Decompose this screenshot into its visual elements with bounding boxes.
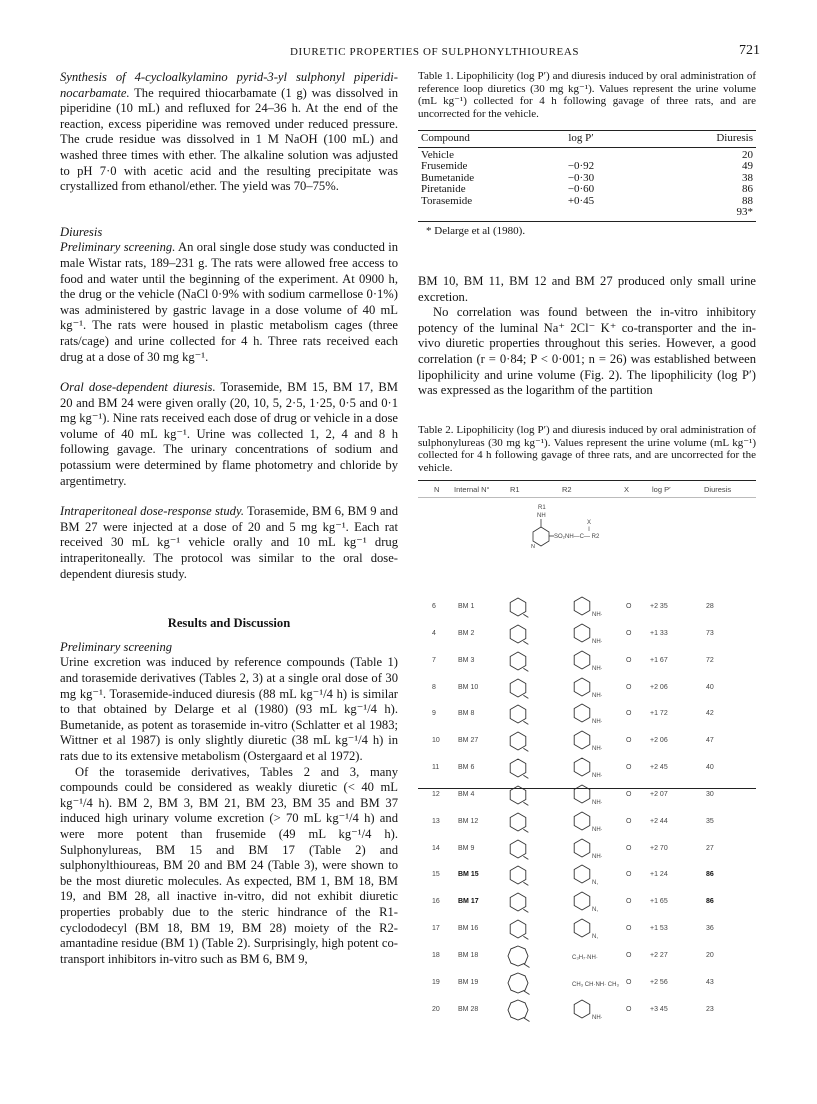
oral-paragraph: [60, 380, 398, 489]
table2-cell-logp: +2 35: [650, 603, 668, 610]
r1-cycloalkyl-ring-icon: [508, 1000, 528, 1020]
table2-cell-diuresis: 40: [706, 764, 714, 772]
table2-cell-internal: BM 27: [458, 737, 479, 745]
results-paragraph-1: Urine excretion was induced by reference compounds (Table 1) and torasemide derivatives (Tables 2, 3) at a single oral dose of 30 mg kg⁻¹. Torasemide-induced diuresis (88 mL kg⁻¹/4 h) is similar to that obtained by Delarge et al (1980) (93 mL kg⁻¹/4 h). Bumetanide, as potent as torasemide in-vitro (Schlatter et al 1983; Wittner et al 1987) is only slightly diuretic (38 mL kg⁻¹/4 h) in rats due to its extensive metabolism (Ostergaard et al 1972).: [60, 655, 398, 763]
table1-cell-compound: Piretanide: [421, 183, 466, 195]
table2-cell-n: 6: [432, 603, 436, 610]
page-number: 721: [739, 43, 760, 58]
r2-ring-icon: [574, 758, 590, 776]
oral-text: Torasemide, BM 15, BM 17, BM 20 and BM 24 were given orally (20, 10, 5, 2·5, 1·25, 0·5 and 0·1 mg kg⁻¹). Nine rats received each dose of drug or vehicle in a dose volume of 40 mL kg⁻¹. Urine was collected 1, 2, 4 and 8 h following gavage. The urinary concentrations of sodium and potassium were determined by flame photometry and chloride by argentimetry.: [60, 380, 399, 488]
table2-cell-n: 8: [432, 683, 436, 691]
prelim-paragraph: [60, 240, 398, 365]
ip-text: Torasemide, BM 6, BM 9 and BM 27 were injected at a dose of 20 and 5 mg kg⁻¹. Each rat received 30 mL kg⁻¹ vehicle orally and 10 mL kg⁻¹ drug intraperitoneally. The protocol was similar to the oral dose-dependent diuresis study.: [60, 504, 398, 581]
table1-header-row: [418, 131, 756, 148]
table2-cell-logp: +3 45: [650, 1005, 668, 1013]
table1-row: [418, 196, 756, 208]
r1-cycloalkyl-ring-icon: [510, 893, 526, 911]
table2-cell-diuresis: 27: [706, 844, 714, 852]
table2-cell-diuresis: 36: [706, 925, 714, 933]
table2-header-logp: log P′: [652, 485, 671, 494]
r2-label: N,: [592, 907, 598, 914]
table2-cell-x: O: [626, 656, 632, 664]
ip-heading: Intraperitoneal dose-response study.: [60, 504, 245, 519]
left-column: [60, 70, 398, 967]
table2-cell-internal: BM 10: [458, 683, 479, 691]
synthesis-paragraph: [60, 70, 398, 195]
r2-ring-icon: [574, 812, 590, 830]
r1-cycloalkyl-ring-icon: [510, 813, 526, 831]
table2-header-row: [418, 480, 756, 498]
table2-cell-x: O: [626, 925, 632, 933]
r2-label: NH·: [592, 665, 603, 672]
core-n-label: N: [531, 544, 535, 550]
table2-cell-internal: BM 2: [458, 629, 475, 637]
table2-cell-n: 12: [432, 790, 440, 798]
r1-cycloalkyl-ring-icon: [510, 866, 526, 884]
table2-structure-cell: [502, 941, 652, 971]
r2-ring-icon: [574, 704, 590, 722]
table2-cell-n: 17: [432, 925, 440, 933]
table2-structure-cell: [502, 780, 652, 810]
core-sulfonyl-label: SO₂NH—C— R2: [554, 534, 600, 540]
table2-cell-n: 14: [432, 844, 440, 852]
table2-cell-n: 16: [432, 898, 440, 906]
table2-cell-internal: BM 28: [458, 1005, 479, 1013]
table2-cell-n: 19: [432, 978, 440, 986]
table2-cell-x: O: [626, 1005, 632, 1013]
diuresis-heading: Diuresis: [60, 224, 103, 239]
table2-structure-cell: [502, 860, 652, 890]
r1-cycloalkyl-ring-icon: [510, 652, 526, 670]
table2-structure-cell: [502, 699, 652, 729]
table2-cell-internal: BM 4: [458, 790, 475, 798]
table2-structure-cell: [502, 968, 652, 998]
table2-cell-logp: +1 65: [650, 898, 668, 906]
results-heading: Results and Discussion: [167, 616, 291, 631]
table2-cell-x: O: [626, 764, 632, 772]
table2-cell-logp: +2 07: [650, 790, 668, 798]
table2-cell-diuresis: 86: [706, 898, 714, 906]
table1-cell-compound: Torasemide: [421, 194, 473, 207]
oral-heading: Oral dose-dependent diuresis.: [60, 380, 216, 395]
table2-header-r1: R1: [510, 485, 520, 494]
table2-cell-internal: BM 17: [458, 898, 479, 906]
r2-label: NH·: [592, 1014, 603, 1021]
table1-cell-diuresis: 38: [742, 171, 753, 184]
r2-ring-icon: [574, 678, 590, 696]
table1-cell-logp: −0·30: [567, 171, 595, 184]
r2-ring-icon: [574, 597, 590, 615]
table1-cell-compound: Frusemide: [421, 160, 468, 172]
table1-cell-diuresis: 49: [742, 160, 753, 172]
table2-structure-cell: [502, 726, 652, 756]
r1-cycloalkyl-ring-icon: [508, 973, 528, 993]
table2-cell-x: O: [626, 951, 632, 959]
table2-structure-cell: [502, 673, 652, 703]
prelim-heading: Preliminary screening.: [60, 240, 176, 255]
table2-cell-diuresis: 20: [706, 951, 714, 959]
results-paragraph-2: Of the torasemide derivatives, Tables 2 and 3, many compounds could be considered as weakly diuretic (< 40 mL kg⁻¹/4 h). BM 2, BM 3, BM 21, BM 23, BM 35 and BM 37 induced high urinary volume excretion (> 70 mL kg⁻¹/4 h) and were more potent than frusemide (49 mL kg⁻¹/4 h). Sulphonylureas, BM 15 and BM 17 (Table 2) and sulphonylthioureas, BM 20 and BM 24 (Table 3), were shown to be the most diuretic molecules. As expected, BM 1, BM 18, BM 19, and BM 28, all inactive in-vitro, did not exhibit diuretic properties probably due to the steric hindrance of the R1-cyclododecyl (BM 18, BM 19, BM 28) moiety of the R2-amantadine residue (BM 1) (Table 2). Surprisingly, high potent co-transport inhibitors in-vitro such as BM 6, BM 9,: [60, 764, 398, 966]
table1-cell-logp: −0·60: [567, 183, 595, 195]
table1-header-diuresis: Diuresis: [716, 132, 753, 144]
r2-label: NH·: [592, 692, 603, 699]
running-title: DIURETIC PROPERTIES OF SULPHONYLTHIOUREAS: [290, 46, 580, 58]
r2-ring-icon: [574, 731, 590, 749]
table2-cell-n: 9: [432, 710, 436, 718]
table2-cell-logp: +2 44: [650, 817, 668, 825]
r2-ring-icon: [574, 865, 590, 883]
r2-label: C₃H₇·NH·: [572, 954, 598, 961]
r1-cycloalkyl-ring-icon: [510, 598, 526, 616]
table2-cell-x: O: [626, 710, 632, 718]
r2-label: N,: [592, 880, 598, 887]
r2-label: NH·: [592, 773, 603, 780]
table2-cell-diuresis: 72: [706, 656, 714, 664]
table2-cell-x: O: [626, 871, 632, 879]
table2-structure-cell: [502, 887, 652, 917]
table1-cell-logp: +0·45: [567, 194, 595, 207]
table2-cell-logp: +2 27: [650, 951, 668, 959]
r2-label: NH·: [592, 719, 603, 726]
table2-header-x: X: [624, 485, 630, 494]
table1-row: [418, 207, 756, 219]
table2-cell-n: 7: [432, 656, 436, 664]
table2-cell-internal: BM 6: [458, 764, 475, 772]
right-column: [418, 274, 756, 399]
r2-ring-icon: [574, 1000, 590, 1018]
table2-cell-x: O: [626, 790, 632, 798]
table2-cell-n: 11: [432, 764, 440, 772]
table2-cell-internal: BM 9: [458, 844, 475, 852]
pyridine-ring-icon: [533, 527, 549, 546]
table1-cell-diuresis: 20: [742, 148, 753, 161]
table2-cell-diuresis: 30: [706, 790, 714, 798]
table1-body: [418, 148, 756, 221]
table1-cell-diuresis: 88: [742, 194, 753, 207]
table1-cell-logp: [541, 207, 621, 219]
table2-cell-logp: +1 53: [650, 925, 668, 933]
r1-cycloalkyl-ring-icon: [510, 840, 526, 858]
table2-cell-logp: +1 72: [650, 710, 668, 718]
core-r1-label: R1: [538, 505, 546, 511]
table1-cell-compound: Vehicle: [421, 148, 454, 161]
table2-header-r2: R2: [562, 485, 572, 494]
r2-ring-icon: [574, 892, 590, 910]
table1-row: [418, 161, 756, 173]
table1-cell-diuresis: 86: [742, 183, 753, 195]
prelim-text: An oral single dose study was conducted in male Wistar rats, 189–231 g. The rats were allowed free access to food and water until the beginning of the experiment. At 0900 h, the drug or the vehicle (NaCl 0·9% with sodium carmellose 0·1%) was administered by gastric lavage in a dose volume of 40 mL kg⁻¹. The rats were housed in plastic metabolism cages (three rats/cage) and urine collected for 4 h. Three rats received each drug at a dose of 30 mg kg⁻¹.: [60, 240, 399, 364]
table2-cell-diuresis: 40: [706, 683, 714, 691]
table2-cell-logp: +2 06: [650, 737, 668, 745]
table2-cell-n: 20: [432, 1005, 440, 1013]
table2-cell-n: 13: [432, 817, 440, 825]
core-structure-diagram: [530, 500, 630, 562]
results-subheading: Preliminary screening: [60, 639, 173, 654]
table2-cell-internal: BM 15: [458, 871, 479, 879]
table2-cell-diuresis: 35: [706, 817, 714, 825]
r1-cycloalkyl-ring-icon: [510, 625, 526, 643]
table2-cell-x: O: [626, 898, 632, 906]
table2-structure-cell: [502, 619, 652, 649]
table2-cell-diuresis: 73: [706, 629, 714, 637]
table2-cell-x: O: [626, 683, 632, 691]
table1-cell-logp: −0·92: [567, 160, 595, 172]
table2-cell-x: O: [626, 817, 632, 825]
ip-paragraph: [60, 504, 398, 582]
table2-cell-internal: BM 3: [458, 656, 475, 664]
table2-cell-diuresis: 23: [706, 1005, 714, 1013]
table2-cell-diuresis: 28: [706, 603, 714, 610]
table1-header-compound: Compound: [421, 132, 470, 144]
table2-cell-diuresis: 42: [706, 710, 714, 718]
r1-cycloalkyl-ring-icon: [510, 920, 526, 938]
table1-cell-compound: [418, 207, 541, 219]
r2-ring-icon: [574, 624, 590, 642]
r2-label: NH·: [592, 826, 603, 833]
table2-cell-n: 15: [432, 871, 440, 879]
table1-caption: Table 1. Lipophilicity (log P′) and diuresis induced by oral administration of reference loop diuretics (30 mg kg⁻¹). Values represent the urine volume (mL kg⁻¹) collected for 4 h following gavage of three rats, and are uncorrected for the vehicle.: [418, 70, 756, 120]
table2-cell-x: O: [626, 737, 632, 745]
r1-cycloalkyl-ring-icon: [508, 946, 528, 966]
table2-header-internal: Internal N°: [454, 485, 490, 494]
table2-cell-diuresis: 86: [706, 871, 714, 879]
svg-text:‖: ‖: [588, 527, 590, 533]
r2-ring-icon: [574, 919, 590, 937]
core-x-label: X: [587, 520, 592, 526]
table2-structure-cell: [502, 834, 652, 864]
right-paragraph-1: BM 10, BM 11, BM 12 and BM 27 produced only small urine excretion.: [418, 274, 756, 304]
table2-cell-x: O: [626, 844, 632, 852]
table2-cell-logp: +2 45: [650, 764, 668, 772]
table1: [418, 130, 756, 222]
table2-cell-logp: +1 24: [650, 871, 668, 879]
core-nh-label: NH: [537, 513, 546, 519]
table2-cell-x: O: [626, 978, 632, 986]
table2-cell-diuresis: 47: [706, 737, 714, 745]
r2-label: NH·: [592, 853, 603, 860]
r2-ring-icon: [574, 839, 590, 857]
table-row: [418, 995, 756, 1029]
table2-structure-cell: [502, 995, 652, 1025]
table2-bottom-rule: [418, 788, 756, 789]
table2-structure-cell: [502, 592, 652, 622]
r2-label: CH₃ CH·NH· CH₃: [572, 981, 619, 988]
table2-cell-internal: BM 16: [458, 925, 479, 933]
r2-label: NH·: [592, 612, 603, 618]
table2-caption: Table 2. Lipophilicity (log P′) and diuresis induced by oral administration of sulphonylureas (30 mg kg⁻¹). Values represent the urine volume (mL kg⁻¹) collected for 4 h following gavage of three rats, and are uncorrected for the vehicle.: [418, 424, 756, 474]
table2-cell-x: O: [626, 603, 632, 610]
r2-label: N,: [592, 934, 598, 941]
table2-structure-cell: [502, 646, 652, 676]
table2-cell-logp: +2 56: [650, 978, 668, 986]
table1-row: [418, 184, 756, 196]
table1-footnote: * Delarge et al (1980).: [426, 225, 526, 237]
table1-cell-diuresis: 93*: [736, 206, 753, 218]
table1-cell-compound: Bumetanide: [421, 171, 475, 184]
r1-cycloalkyl-ring-icon: [510, 679, 526, 697]
table2-structure-cell: [502, 914, 652, 944]
synthesis-heading: Synthesis of 4-cycloalkylamino pyrid-3-yl sulphonyl piperidi-nocarbamate.: [60, 70, 398, 100]
table2-cell-logp: +2 06: [650, 683, 668, 691]
table2-structure-cell: [502, 807, 652, 837]
table2-cell-n: 4: [432, 629, 436, 637]
table2-cell-internal: BM 8: [458, 710, 475, 718]
table2-cell-internal: BM 1: [458, 603, 475, 610]
table2-cell-internal: BM 12: [458, 817, 479, 825]
table2-header-diuresis: Diuresis: [704, 485, 732, 494]
table1-header-logp: log P′: [568, 132, 594, 144]
table2-cell-diuresis: 43: [706, 978, 714, 986]
r2-label: NH·: [592, 799, 603, 806]
table2-cell-internal: BM 19: [458, 978, 479, 986]
table2-cell-n: 10: [432, 737, 440, 745]
table2-cell-internal: BM 18: [458, 951, 479, 959]
table2-cell-x: O: [626, 629, 632, 637]
r2-label: NH·: [592, 638, 603, 645]
table2-cell-logp: +1 67: [650, 656, 668, 664]
r1-cycloalkyl-ring-icon: [510, 732, 526, 750]
r1-cycloalkyl-ring-icon: [510, 705, 526, 723]
table2-cell-n: 18: [432, 951, 440, 959]
r2-label: NH·: [592, 746, 603, 753]
synthesis-text: The required thiocarbamate (1 g) was dissolved in piperidine (10 mL) and refluxed for 24–36 h. At the end of the reaction, excess piperidine was removed under reduced pressure. The crude residue was dissolved in 1 M NaOH (100 mL) and washed three times with ether. The alkaline solution was adjusted to pH 7·0 with acetic acid and the resulting precipitate was crystallized from ethanol/ether. The yield was 70–75%.: [60, 85, 398, 194]
table2-structure-cell: [502, 753, 652, 783]
right-paragraph-2: No correlation was found between the in-vitro inhibitory potency of the luminal Na⁺ 2Cl⁻ K⁺ co-transporter and the in-vivo diuretic properties throughout this series. However, a good correlation (r = 0·84; P < 0·001; n = 26) was established between lipophilicity and urine volume (Fig. 2). The lipophilicity (log P′) was expressed as the logarithm of the partition: [418, 305, 756, 398]
table2-header-n: N: [434, 485, 440, 494]
r2-ring-icon: [574, 651, 590, 669]
r1-cycloalkyl-ring-icon: [510, 759, 526, 777]
table2-cell-logp: +1 33: [650, 629, 668, 637]
table2-cell-logp: +2 70: [650, 844, 668, 852]
